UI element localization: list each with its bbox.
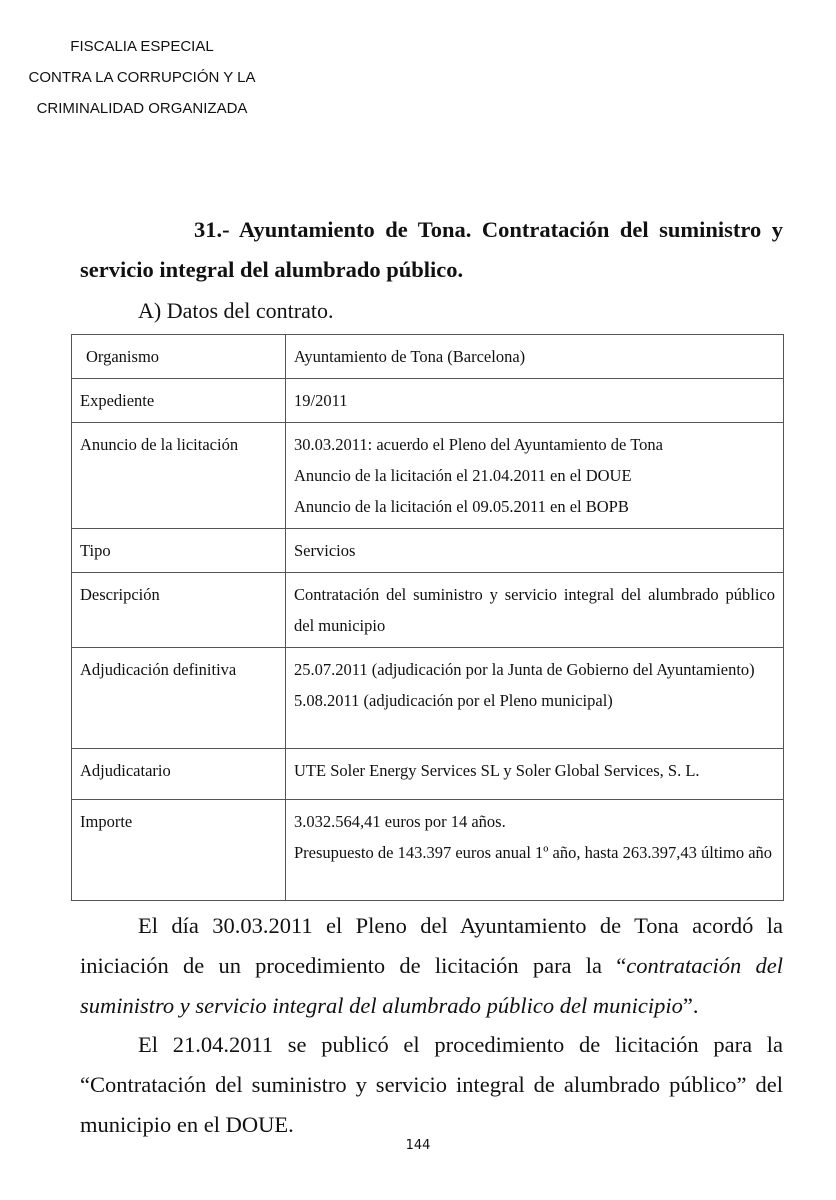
row-value-line: Presupuesto de 143.397 euros anual 1º año, hasta 263.397,43 último año [294,843,773,862]
header-line: CRIMINALIDAD ORGANIZADA [36,100,248,117]
row-value-line: 25.07.2011 (adjudicación por la Junta de Gobierno del Ayuntamiento) [294,660,755,679]
row-label: Adjudicación definitiva [72,648,286,749]
row-value-line: Anuncio de la licitación el 21.04.2011 en el DOUE [294,466,632,485]
body-paragraph [80,906,783,1026]
paragraph-text: El 21.04.2011 se publicó el procedimiento de licitación para la “Contratación del suministro y servicio integral de alumbrado público” del municipio en el DOUE. [80,1032,783,1137]
page-number: 144 [405,1138,431,1153]
header-line: CONTRA LA CORRUPCIÓN Y LA [28,69,256,86]
row-value [286,749,784,800]
subsection-heading: A) Datos del contrato. [138,298,334,323]
contract-data-table [71,334,784,901]
header-line: FISCALIA ESPECIAL [70,38,214,55]
row-value [286,573,784,648]
row-value-line: 3.032.564,41 euros por 14 años. [294,812,506,831]
row-label: Adjudicatario [72,749,286,800]
table-row [72,749,784,800]
paragraph-text: El día 30.03.2011 el Pleno del Ayuntamiento de Tona acordó la iniciación de un procedimiento de licitación para la “ [80,913,783,978]
row-value-line: Contratación del suministro y servicio integral del alumbrado público del municipio [294,585,775,635]
row-value-line: Servicios [294,541,356,560]
row-value [286,529,784,573]
quoted-contract-title: contratación del suministro y servicio integral del alumbrado público del municipio [80,953,783,1018]
body-paragraph [80,1025,783,1145]
row-value [286,335,784,379]
row-value-line: 19/2011 [294,391,348,410]
row-value-line: UTE Soler Energy Services SL y Soler Global Services, S. L. [294,761,700,780]
table-row [72,335,784,379]
paragraph-text: ”. [682,993,699,1018]
row-value [286,423,784,529]
table-row [72,379,784,423]
row-label: Importe [72,800,286,901]
table-row [72,800,784,901]
table-row [72,573,784,648]
table-row [72,648,784,749]
row-label: Descripción [72,573,286,648]
table-row [72,423,784,529]
row-value-line: Ayuntamiento de Tona (Barcelona) [294,347,526,366]
row-value [286,379,784,423]
row-value-line: Anuncio de la licitación el 09.05.2011 en el BOPB [294,497,629,516]
row-label: Expediente [72,379,286,423]
row-value [286,800,784,901]
row-value-line: 5.08.2011 (adjudicación por el Pleno municipal) [294,691,613,710]
document-header [0,36,284,129]
row-label: Tipo [72,529,286,573]
row-value-line: 30.03.2011: acuerdo el Pleno del Ayuntamiento de Tona [294,435,663,454]
row-label: Anuncio de la licitación [72,423,286,529]
table-row [72,529,784,573]
section-title [80,210,783,290]
row-label: Organismo [72,335,286,379]
row-value [286,648,784,749]
section-title-text: 31.- Ayuntamiento de Tona. Contratación del suministro y servicio integral del alumbrado público. [80,217,783,282]
